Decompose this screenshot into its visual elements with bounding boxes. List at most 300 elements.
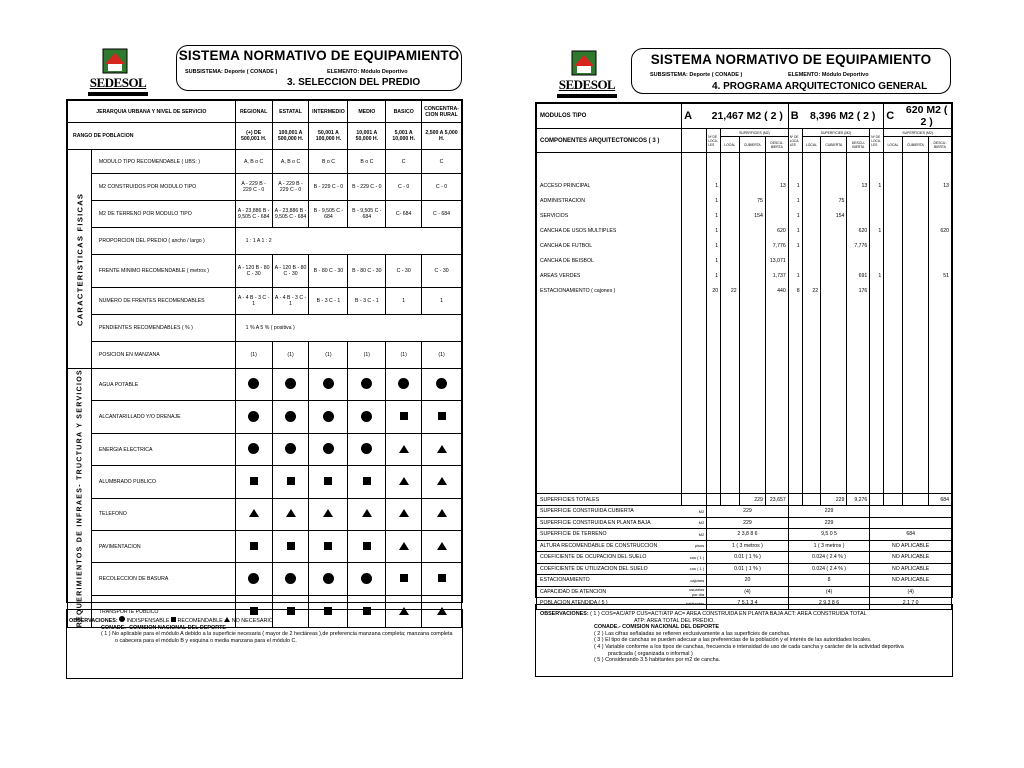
row-value	[721, 194, 740, 209]
summary-value: 8	[788, 575, 870, 587]
spacer-cell	[847, 299, 870, 494]
summary-value: NO APLICABLE	[870, 540, 952, 552]
totals-value	[870, 494, 884, 506]
summary-value: 229	[788, 517, 870, 529]
spacer-cell	[870, 299, 884, 494]
row-value: 620	[847, 224, 870, 239]
symbol-cell	[348, 531, 386, 563]
spacer-cell	[537, 299, 682, 494]
header-level: REGIONAL	[235, 101, 272, 123]
superficies-header: SUPERFICIES (M2)	[884, 129, 952, 137]
row-value: 1	[870, 179, 884, 194]
summary-value: 20	[707, 575, 789, 587]
summary-value	[870, 517, 952, 529]
summary-unit: usuarios por día	[682, 586, 707, 598]
row-value	[721, 224, 740, 239]
doc-title: SISTEMA NORMATIVO DE EQUIPAMIENTO	[650, 52, 932, 67]
circle-icon	[323, 573, 334, 584]
totals-value: 23,657	[765, 494, 788, 506]
header-level: MEDIO	[348, 101, 386, 123]
symbol-cell	[386, 466, 422, 498]
rango-value: 2,500 A 5,000 H.	[422, 123, 462, 150]
rango-value: 10,001 A 50,000 H.	[348, 123, 386, 150]
recomendable-icon	[171, 617, 176, 622]
superficies-header: SUPERFICIES (M2)	[802, 129, 870, 137]
row-value	[788, 254, 802, 269]
obs-line1: ( 1 ) COS=AC/ATP CUS=ACT/ATP AC= AREA CONSTRUIDA EN PLANTA BAJA ACT: AREA CONSTRUIDA TOTAL	[590, 611, 867, 617]
spacer-cell	[682, 494, 707, 506]
seleccion-table	[67, 100, 462, 628]
component-label: SERVICIOS	[537, 209, 682, 224]
row-value: C - 684	[422, 201, 462, 228]
symbol-cell	[386, 563, 422, 595]
row-value: B o C	[348, 150, 386, 174]
symbol-cell	[309, 498, 348, 530]
table-row	[537, 179, 952, 194]
totals-value: 229	[739, 494, 765, 506]
table-row	[68, 342, 462, 369]
row-value: 176	[847, 284, 870, 299]
module-letter: B	[788, 104, 802, 129]
spacer-cell	[682, 239, 707, 254]
circle-icon	[323, 411, 334, 422]
square-icon	[287, 477, 295, 485]
symbol-cell	[422, 466, 462, 498]
row-value: 7,776	[765, 239, 788, 254]
table-row	[68, 174, 462, 201]
table-row	[537, 209, 952, 224]
component-label: CANCHA DE BEISBOL	[537, 254, 682, 269]
spacer-cell	[682, 254, 707, 269]
header-jerarquia: JERARQUIA URBANA Y NIVEL DE SERVICIO	[68, 101, 236, 123]
row-value: 1	[870, 269, 884, 284]
row-value: C - 0	[386, 174, 422, 201]
row-value	[721, 209, 740, 224]
summary-value: NO APLICABLE	[870, 552, 952, 564]
summary-row	[537, 506, 952, 518]
spacer-cell	[802, 153, 821, 179]
table-row	[68, 150, 462, 174]
subsistema-label: SUBSISTEMA: Deporte ( CONADE )	[650, 72, 743, 78]
square-icon	[400, 574, 408, 582]
symbol-cell	[386, 531, 422, 563]
spacer-cell	[721, 153, 740, 179]
row-value	[847, 209, 870, 224]
circle-icon	[436, 378, 447, 389]
spacer-cell	[682, 129, 707, 153]
elemento-label: ELEMENTO: Módulo Deportivo	[788, 72, 869, 78]
circle-icon	[248, 411, 259, 422]
row-value	[765, 209, 788, 224]
circle-icon	[248, 573, 259, 584]
row-label: FRENTE MINIMO RECOMENDABLE ( metros )	[91, 255, 235, 288]
row-value: 1	[707, 239, 721, 254]
row-value: A - 23,886 B - 9,505 C - 684	[272, 201, 309, 228]
circle-icon	[285, 443, 296, 454]
spacer-cell	[537, 153, 682, 179]
circle-icon	[323, 443, 334, 454]
totals-value	[902, 494, 928, 506]
rango-label: RANGO DE POBLACION	[68, 123, 236, 150]
header-level: CONCENTRA- CION RURAL	[422, 101, 462, 123]
summary-value: 0.024 ( 2.4 % )	[788, 552, 870, 564]
componentes-label: COMPONENTES ARQUITECTONICOS ( 3 )	[537, 129, 682, 153]
doc-title: SISTEMA NORMATIVO DE EQUIPAMIENTO	[178, 48, 460, 63]
row-value: B - 9,505 C - 684	[348, 201, 386, 228]
section-title: 3. SELECCION DEL PREDIO	[287, 77, 421, 88]
square-icon	[250, 542, 258, 550]
summary-row	[537, 552, 952, 564]
note-3: ( 3 ) El tipo de canchas se pueden adecuar a las preferencias de la población y el interés de las autoridades locales.	[594, 637, 872, 644]
observaciones	[69, 616, 459, 644]
row-value: A, B o C	[272, 150, 309, 174]
programa-table-box	[535, 102, 953, 607]
circle-icon	[361, 443, 372, 454]
symbol-cell	[235, 531, 272, 563]
table-row	[68, 288, 462, 315]
square-icon	[363, 477, 371, 485]
cubierta-header: CUBIERTA	[902, 137, 928, 153]
table-row	[68, 401, 462, 433]
spacer-cell	[928, 153, 951, 179]
triangle-icon	[437, 509, 447, 517]
row-value: (1)	[422, 342, 462, 369]
symbol-cell	[235, 433, 272, 465]
sedesol-logo	[557, 50, 617, 102]
row-value	[884, 254, 903, 269]
modulos-label: MODULOS TIPO	[537, 104, 682, 129]
summary-unit: cos ( 1 )	[682, 552, 707, 564]
row-label: ALUMBRADO PUBLICO	[91, 466, 235, 498]
table-row	[68, 433, 462, 465]
row-value: B - 3 C - 1	[309, 288, 348, 315]
row-value: 1	[788, 179, 802, 194]
row-value	[902, 179, 928, 194]
totals-row	[537, 494, 952, 506]
row-value	[802, 269, 821, 284]
triangle-icon	[249, 509, 259, 517]
module-area: 620 M2 ( 2 )	[902, 104, 951, 129]
row-value: A - 120 B - 80 C - 30	[235, 255, 272, 288]
summary-label: SUPERFICIE CONSTRUIDA CUBIERTA	[537, 506, 682, 518]
row-value: (1)	[235, 342, 272, 369]
conade-note: CONADE.- COMISION NACIONAL DEL DEPORTE	[101, 624, 226, 631]
triangle-icon	[437, 542, 447, 550]
symbol-cell	[386, 369, 422, 401]
summary-value: 2 9,3 8 6	[788, 598, 870, 610]
row-value: 620	[765, 224, 788, 239]
row-value: 1	[707, 194, 721, 209]
summary-label: ALTURA RECOMENDABLE DE CONSTRUCCION	[537, 540, 682, 552]
row-value: 1	[788, 239, 802, 254]
row-value	[721, 269, 740, 284]
totals-value	[884, 494, 903, 506]
row-value	[821, 284, 847, 299]
summary-value: 0.024 ( 2.4 % )	[788, 563, 870, 575]
local-header: LOCAL	[721, 137, 740, 153]
row-value: 22	[802, 284, 821, 299]
row-value	[847, 194, 870, 209]
summary-value: 2,1 7 0	[870, 598, 952, 610]
row-value	[902, 239, 928, 254]
spacer-cell	[788, 153, 802, 179]
row-value: 1	[788, 209, 802, 224]
rango-value: 100,001 A 500,000 H.	[272, 123, 309, 150]
totals-value: 229	[821, 494, 847, 506]
row-value: 1,737	[765, 269, 788, 284]
table-row	[68, 255, 462, 288]
table-row	[68, 228, 462, 255]
table-row	[68, 369, 462, 401]
row-value	[739, 269, 765, 284]
table-row	[537, 194, 952, 209]
summary-value: NO APLICABLE	[870, 563, 952, 575]
row-value	[802, 194, 821, 209]
row-value: 691	[847, 269, 870, 284]
spacer-cell	[721, 299, 740, 494]
row-value	[870, 239, 884, 254]
row-value: 1	[788, 224, 802, 239]
row-value: B - 80 C - 30	[348, 255, 386, 288]
row-value: B - 3 C - 1	[348, 288, 386, 315]
row-label: PAVIMENTACION	[91, 531, 235, 563]
component-label: CANCHA DE FUTBOL	[537, 239, 682, 254]
triangle-icon	[323, 509, 333, 517]
row-span-value: 1 : 1 A 1 : 2	[235, 228, 461, 255]
row-span-value: 1 % A 5 % ( positiva )	[235, 315, 461, 342]
row-value: 154	[739, 209, 765, 224]
row-value: B - 229 C - 0	[348, 174, 386, 201]
row-label: TRANSPORTE PUBLICO	[91, 595, 235, 627]
symbol-cell	[422, 369, 462, 401]
row-value: 1	[386, 288, 422, 315]
spacer-cell	[682, 209, 707, 224]
circle-icon	[285, 573, 296, 584]
row-value	[847, 254, 870, 269]
row-value	[928, 284, 951, 299]
row-value: 1	[707, 209, 721, 224]
summary-value: 684	[870, 529, 952, 541]
circle-icon	[323, 378, 334, 389]
group-label-fisicas: CARACTERISTICAS FISICAS	[68, 150, 92, 369]
row-value	[739, 179, 765, 194]
row-value: A - 229 B - 229 C - 0	[272, 174, 309, 201]
summary-value: 2 3,8 8 6	[707, 529, 789, 541]
row-label: ALCANTARILLADO Y/O DRENAJE	[91, 401, 235, 433]
circle-icon	[248, 443, 259, 454]
locales-header: Nº DE LOCA- LES	[707, 129, 721, 153]
row-value: A - 120 B - 80 C - 30	[272, 255, 309, 288]
symbol-cell	[272, 466, 309, 498]
observaciones-box	[66, 609, 463, 679]
summary-label: CAPACIDAD DE ATENCION	[537, 586, 682, 598]
symbol-cell	[348, 401, 386, 433]
symbol-cell	[309, 466, 348, 498]
row-value: (1)	[386, 342, 422, 369]
row-value: (1)	[348, 342, 386, 369]
triangle-icon	[437, 445, 447, 453]
note-2: ( 2 ) Las cifras señaladas se refieren exclusivamente a las superficies de canchas.	[594, 630, 791, 637]
header-level: ESTATAL	[272, 101, 309, 123]
row-label: M2 DE TERRENO POR MODULO TIPO	[91, 201, 235, 228]
local-header: LOCAL	[884, 137, 903, 153]
table-row	[68, 315, 462, 342]
symbol-cell	[272, 498, 309, 530]
row-value	[821, 224, 847, 239]
summary-value: 1 ( 3 metros )	[707, 540, 789, 552]
obs-line1b: ATP: AREA TOTAL DEL PREDIO.	[634, 617, 715, 624]
symbol-cell	[272, 563, 309, 595]
spacer-cell	[847, 153, 870, 179]
row-value: A - 4 B - 3 C - 1	[272, 288, 309, 315]
row-value	[928, 239, 951, 254]
circle-icon	[248, 378, 259, 389]
symbol-cell	[348, 466, 386, 498]
row-value: 7,776	[847, 239, 870, 254]
row-value: C - 0	[422, 174, 462, 201]
row-value	[739, 224, 765, 239]
subsistema-label: SUBSISTEMA: Deporte ( CONADE )	[185, 69, 278, 75]
summary-value: 229	[788, 506, 870, 518]
component-label: AREAS VERDES	[537, 269, 682, 284]
row-label: ENERGIA ELECTRICA	[91, 433, 235, 465]
table-row	[537, 284, 952, 299]
no-necesario-icon	[224, 617, 230, 622]
row-value: 13	[847, 179, 870, 194]
row-value	[870, 194, 884, 209]
row-value: 440	[765, 284, 788, 299]
row-label: M2 CONSTRUIDOS POR MODULO TIPO	[91, 174, 235, 201]
spacer-cell	[765, 299, 788, 494]
square-icon	[438, 574, 446, 582]
row-value: 22	[721, 284, 740, 299]
triangle-icon	[362, 509, 372, 517]
spacer-cell	[682, 284, 707, 299]
circle-icon	[285, 378, 296, 389]
table-row	[68, 563, 462, 595]
row-value: A - 23,886 B - 9,505 C - 684	[235, 201, 272, 228]
symbol-cell	[348, 563, 386, 595]
summary-value: 229	[707, 517, 789, 529]
summary-unit: cus ( 1 )	[682, 563, 707, 575]
summary-value: 229	[707, 506, 789, 518]
programa-table	[536, 103, 952, 610]
cubierta-header: CUBIERTA	[739, 137, 765, 153]
note-4: ( 4 ) Variable conforme a los tipos de canchas, frecuencia e intensidad de uso de cada cancha y carácter de la actividad deportiva	[594, 643, 904, 650]
spacer-cell	[884, 299, 903, 494]
spacer-cell	[682, 179, 707, 194]
totals-value: 684	[928, 494, 951, 506]
symbol-cell	[422, 531, 462, 563]
sedesol-emblem-icon	[571, 50, 597, 76]
component-label: ACCESO PRINCIPAL	[537, 179, 682, 194]
row-value: 8	[788, 284, 802, 299]
summary-value: 7 5,1 3 4	[707, 598, 789, 610]
triangle-icon	[399, 477, 409, 485]
header-box	[631, 48, 951, 94]
circle-icon	[398, 378, 409, 389]
summary-value: (4)	[788, 586, 870, 598]
spacer-cell	[788, 299, 802, 494]
row-value	[884, 239, 903, 254]
row-value: 1	[707, 179, 721, 194]
summary-unit: habitantes	[682, 598, 707, 610]
row-value	[739, 254, 765, 269]
obs-label: OBSERVACIONES:	[69, 618, 118, 624]
row-value: (1)	[309, 342, 348, 369]
sedesol-emblem-icon	[102, 48, 128, 74]
summary-value	[870, 506, 952, 518]
symbol-cell	[386, 498, 422, 530]
table-row	[537, 239, 952, 254]
symbol-cell	[272, 369, 309, 401]
summary-row	[537, 586, 952, 598]
summary-unit: pisos	[682, 540, 707, 552]
spacer-cell	[739, 153, 765, 179]
descubierta-header: DESCU- BIERTA	[847, 137, 870, 153]
row-value	[884, 269, 903, 284]
rango-value: 50,001 A 100,000 H.	[309, 123, 348, 150]
note-4b: practicada ( organizada o informal )	[608, 650, 693, 657]
obs-label: OBSERVACIONES:	[540, 611, 589, 617]
circle-icon	[361, 573, 372, 584]
summary-value: 0.01 ( 1 % )	[707, 563, 789, 575]
row-value: 1	[788, 269, 802, 284]
page-programa-arquitectonico	[535, 38, 953, 678]
row-label: PENDIENTES RECOMENDABLES ( % )	[91, 315, 235, 342]
row-value	[884, 209, 903, 224]
superficies-header: SUPERFICIES (M2)	[721, 129, 789, 137]
row-value: 20	[707, 284, 721, 299]
summary-unit: M2	[682, 506, 707, 518]
component-label: ADMINISTRACION	[537, 194, 682, 209]
row-value: A, B o C	[235, 150, 272, 174]
row-value	[821, 239, 847, 254]
row-value: C - 30	[422, 255, 462, 288]
row-label: MODULO TIPO RECOMENDABLE ( UBS: )	[91, 150, 235, 174]
legend-recomendable: RECOMENDABLE	[177, 618, 223, 624]
row-value	[902, 209, 928, 224]
spacer-cell	[928, 299, 951, 494]
row-value: 1	[707, 269, 721, 284]
locales-header: Nº DE LOCA- LES	[870, 129, 884, 153]
sedesol-logo-text: SEDESOL	[89, 75, 147, 90]
row-value	[821, 254, 847, 269]
summary-value: 9,5 0 5	[788, 529, 870, 541]
row-label: PROPORCION DEL PREDIO ( ancho / largo )	[91, 228, 235, 255]
totals-value: 9,276	[847, 494, 870, 506]
table-row	[68, 466, 462, 498]
descubierta-header: DESCU- BIERTA	[928, 137, 951, 153]
row-value: B o C	[309, 150, 348, 174]
row-value: B - 9,505 C - 684	[309, 201, 348, 228]
group-label-infraestructura: REQUERIMIENTOS DE INFRAES- TRUCTURA Y SERVICIOS	[68, 369, 92, 628]
legend-indispensable: INDISPENSABLE	[126, 618, 170, 624]
rango-value: 5,001 A 10,000 H.	[386, 123, 422, 150]
summary-value: NO APLICABLE	[870, 575, 952, 587]
summary-value: 0.01 ( 1 % )	[707, 552, 789, 564]
page-seleccion-predio	[66, 38, 463, 678]
row-value	[721, 239, 740, 254]
row-value: 13	[928, 179, 951, 194]
row-value	[721, 254, 740, 269]
header-level: INTERMEDIO	[309, 101, 348, 123]
row-value: 13,071	[765, 254, 788, 269]
row-label: AGUA POTABLE	[91, 369, 235, 401]
summary-row	[537, 563, 952, 575]
row-value: C	[386, 150, 422, 174]
triangle-icon	[286, 509, 296, 517]
